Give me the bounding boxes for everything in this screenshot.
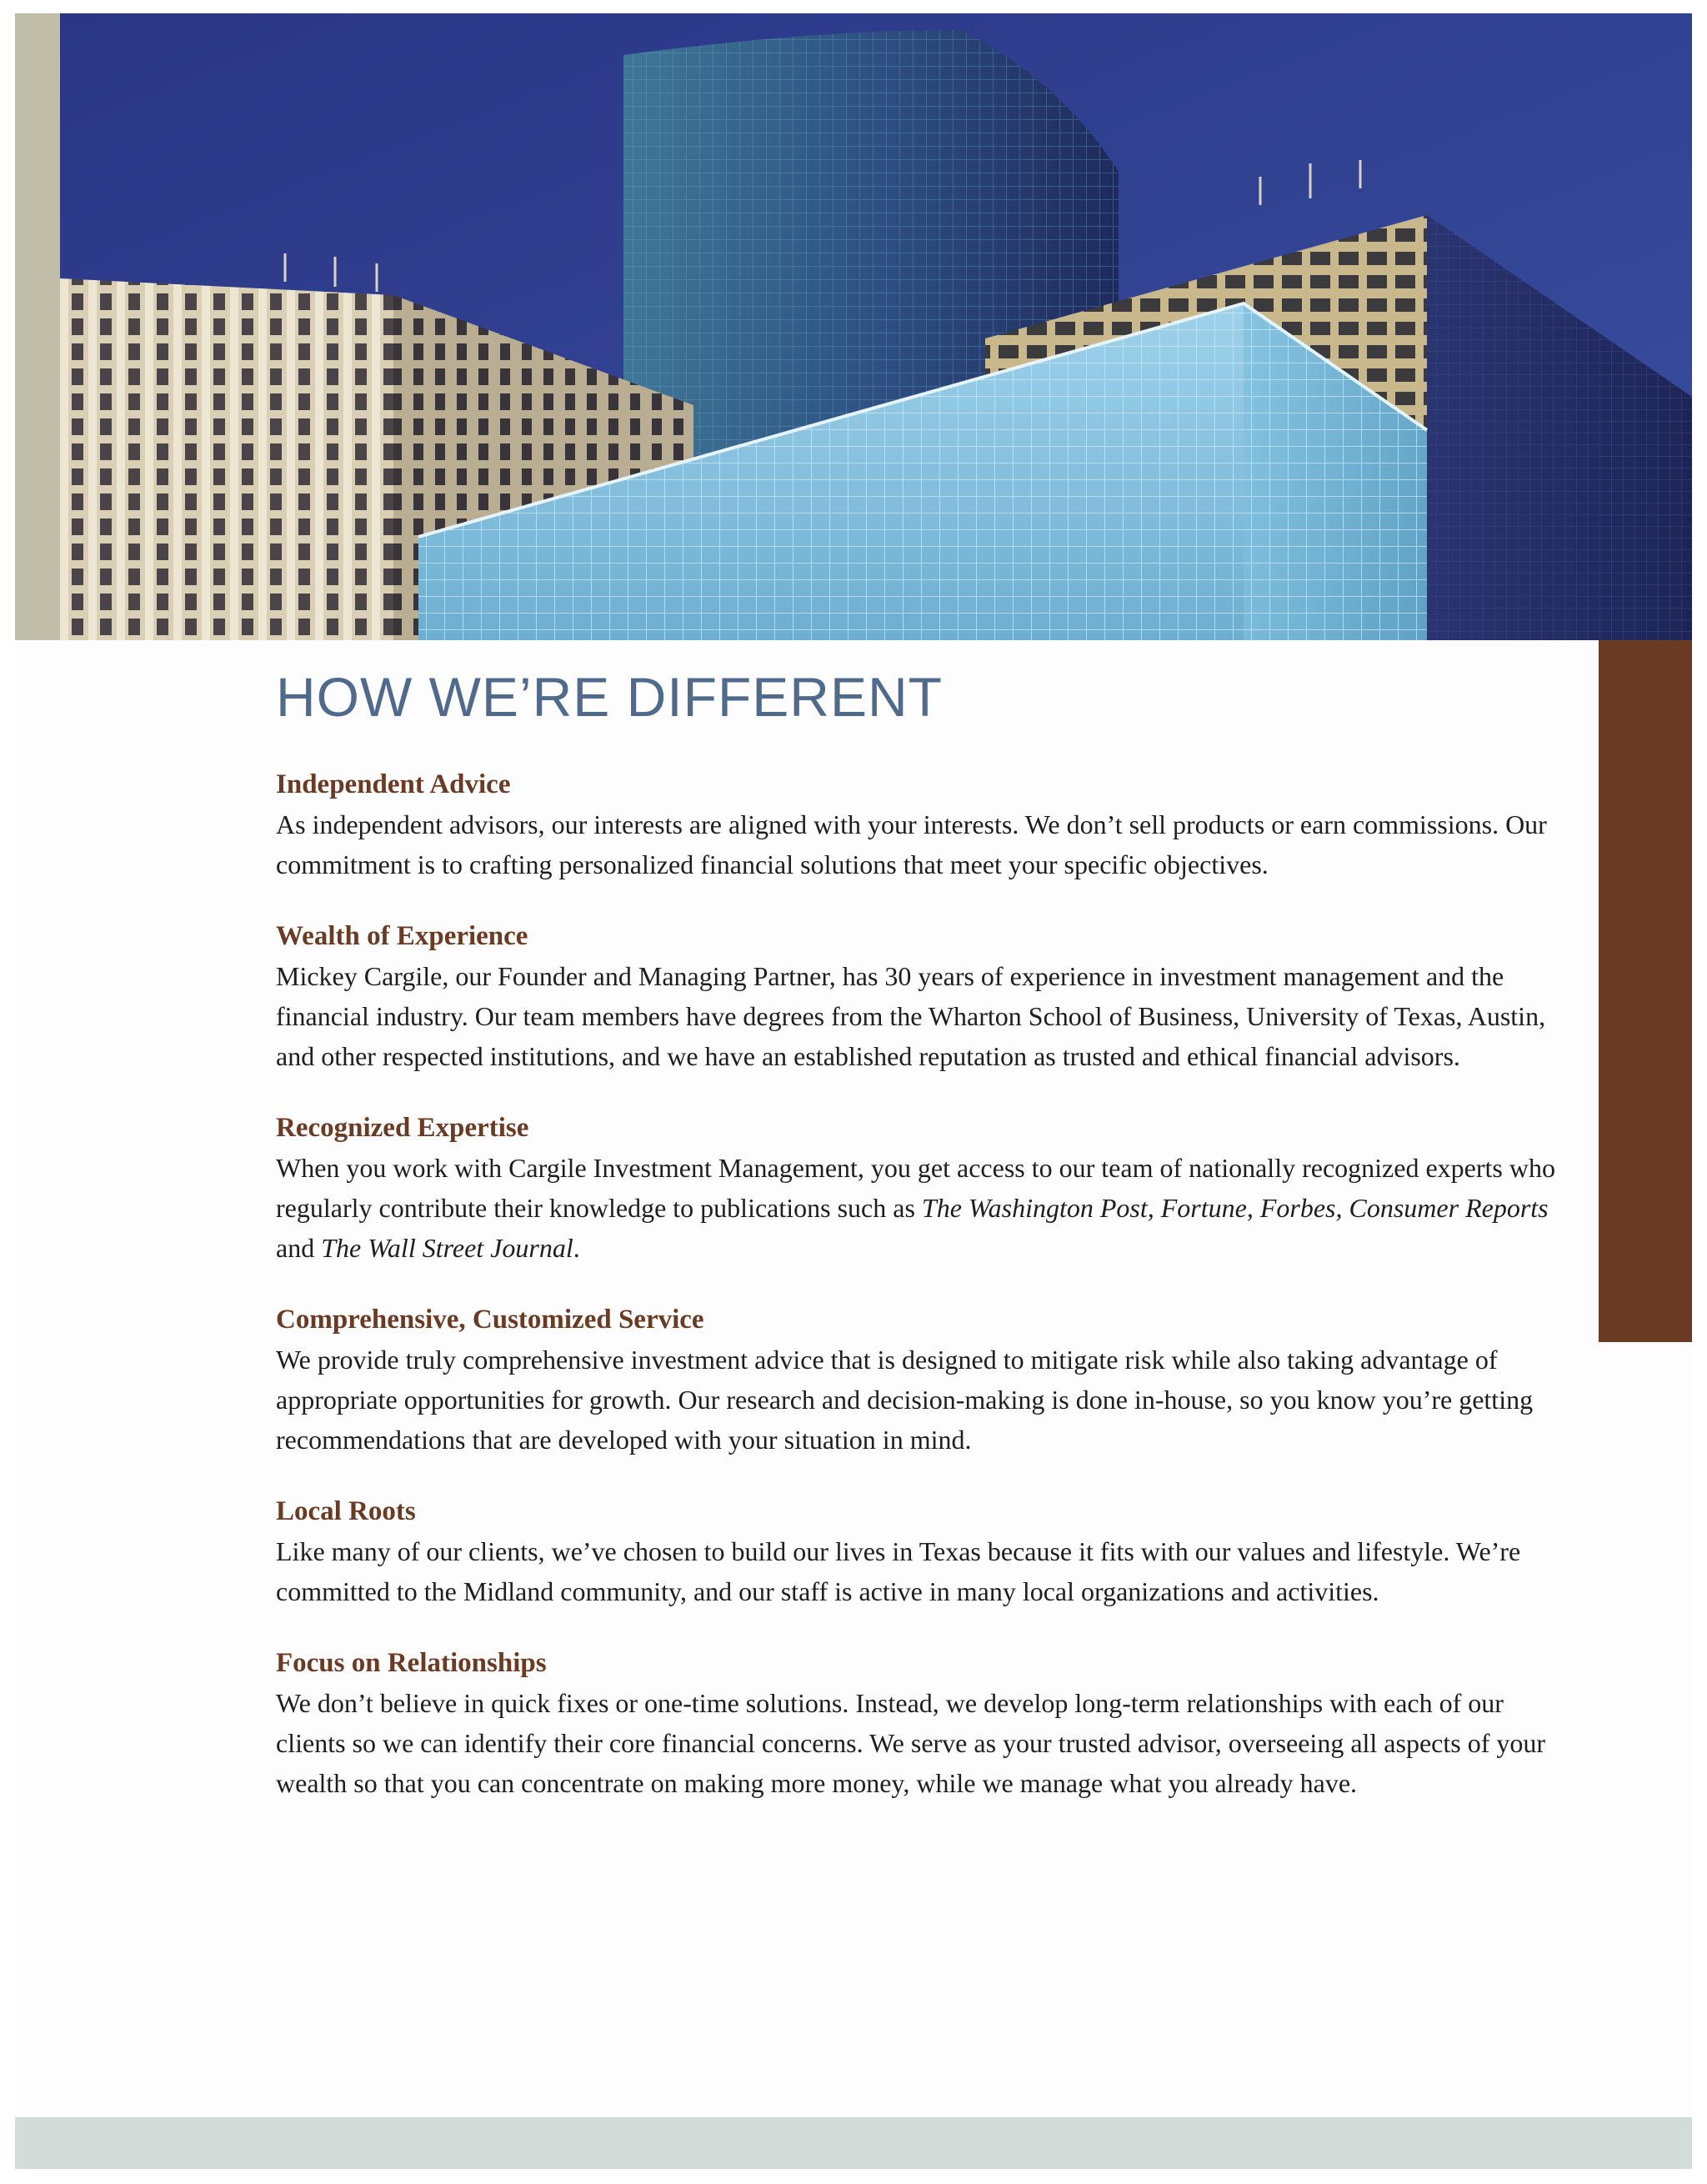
page-title: HOW WE’RE DIFFERENT: [276, 666, 943, 728]
publication-titles: The Washington Post, Fortune, Forbes, Consumer Reports: [921, 1192, 1549, 1223]
section-comprehensive-service: [276, 1300, 1559, 1460]
section-heading: Comprehensive, Customized Service: [276, 1304, 704, 1335]
section-wealth-of-experience: [276, 916, 1559, 1076]
section-focus-on-relationships: [276, 1643, 1559, 1803]
body-intro: When you work with Cargile Investment Management, you get access to our team of nationally recognized experts who regularly contribute their knowledge to publications such as: [276, 1152, 1555, 1223]
body-end: .: [573, 1232, 580, 1263]
publication-title-wsj: The Wall Street Journal: [321, 1232, 573, 1263]
body-conjunction: and: [276, 1232, 322, 1263]
section-heading: Recognized Expertise: [276, 1112, 529, 1143]
section-independent-advice: [276, 764, 1559, 884]
section-body: [276, 1148, 1559, 1268]
section-body: Mickey Cargile, our Founder and Managing Partner, has 30 years of experience in investment management and the financial industry. Our team members have degrees from the Wharton School of Business, University of Texas, Austin, and other respected institutions, and we have an established reputation as trusted and ethical financial advisors.: [276, 960, 1546, 1071]
section-heading: Independent Advice: [276, 769, 511, 799]
footer-band: [15, 2117, 1692, 2169]
section-body: Like many of our clients, we’ve chosen to build our lives in Texas because it fits with our values and lifestyle. We’re committed to the Midland community, and our staff is active in many local organizations and activities.: [276, 1535, 1521, 1606]
section-heading: Focus on Relationships: [276, 1647, 547, 1678]
main-content: [276, 667, 1559, 1835]
section-local-roots: [276, 1491, 1559, 1611]
section-recognized-expertise: [276, 1108, 1559, 1268]
section-heading: Wealth of Experience: [276, 920, 528, 951]
left-accent-strip: [15, 13, 60, 640]
right-accent-bar: [1599, 640, 1692, 1342]
section-body: We provide truly comprehensive investment advice that is designed to mitigate risk while also taking advantage of appropriate opportunities for growth. Our research and decision-making is done in-house, so you know you’re getting recommendations that are developed with your situation in mind.: [276, 1344, 1534, 1455]
section-heading: Local Roots: [276, 1495, 416, 1526]
section-body: As independent advisors, our interests are aligned with your interests. We don’t sell products or earn commissions. Our commitment is to crafting personalized financial solutions that meet your specific objectives.: [276, 809, 1547, 879]
hero-image: [60, 13, 1692, 640]
section-body: We don’t believe in quick fixes or one-time solutions. Instead, we develop long-term relationships with each of our clients so we can identify their core financial concerns. We serve as your trusted advisor, overseeing all aspects of your wealth so that you can concentrate on making more money, while we manage what you already have.: [276, 1687, 1546, 1798]
